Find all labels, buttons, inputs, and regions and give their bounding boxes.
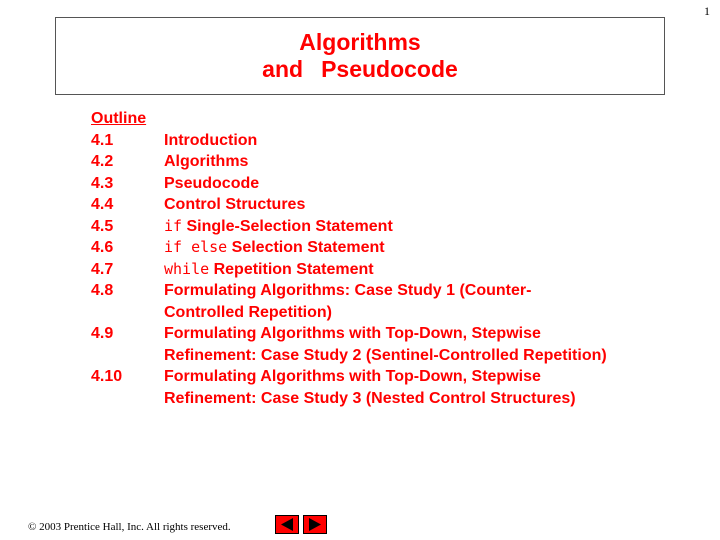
outline-item-number: 4.9: [91, 325, 114, 342]
outline-item-text: Introduction: [164, 131, 258, 149]
outline-item-number: 4.3: [91, 174, 114, 192]
slide-navigation: [275, 515, 327, 534]
outline-item-text: [164, 280, 691, 323]
outline-item-line-1: Formulating Algorithms with Top-Down, Stepwise: [164, 368, 541, 385]
title-line-1: Algorithms: [299, 29, 421, 55]
outline-item-text: Pseudocode: [164, 174, 260, 192]
page-number: 1: [704, 4, 710, 18]
outline-item-number: 4.2: [91, 153, 114, 170]
code-keyword: if: [164, 216, 183, 235]
outline-item-text: Algorithms: [164, 153, 249, 170]
outline-item-text: [164, 216, 691, 238]
outline-item: [91, 173, 691, 195]
outline-item: [91, 323, 691, 366]
title-word-pseudocode: Pseudocode: [321, 56, 458, 82]
outline: [91, 108, 691, 409]
outline-item: [91, 194, 691, 216]
outline-item: [91, 259, 691, 281]
outline-item-number: 4.8: [91, 282, 114, 299]
code-keyword: if else: [164, 238, 228, 256]
outline-item-line-2: Controlled Repetition): [164, 303, 332, 321]
outline-item-number: 4.5: [91, 217, 114, 235]
outline-item-text: Control Structures: [164, 196, 306, 213]
outline-item: [91, 130, 691, 152]
title-line-2: [56, 56, 664, 83]
title-word-and: and: [262, 56, 304, 82]
outline-item: [91, 237, 691, 259]
outline-item-label: Repetition Statement: [209, 260, 374, 278]
outline-item-line-1: Formulating Algorithms: Case Study 1 (Counter-: [164, 282, 532, 299]
previous-slide-button[interactable]: [275, 515, 299, 534]
outline-item-label: Single-Selection Statement: [182, 217, 393, 235]
outline-item: [91, 366, 691, 409]
outline-heading: Outline: [91, 110, 147, 127]
right-arrow-icon: [308, 518, 322, 531]
outline-item-number: 4.10: [91, 368, 123, 385]
outline-item-text: [164, 323, 691, 366]
outline-item-number: 4.6: [91, 239, 114, 256]
outline-item: [91, 216, 691, 238]
outline-item-number: 4.7: [91, 260, 114, 278]
code-keyword: while: [164, 259, 210, 278]
copyright-footer: © 2003 Prentice Hall, Inc. All rights reserved.: [28, 521, 231, 533]
left-arrow-icon: [280, 518, 294, 531]
outline-item-text: [164, 259, 691, 281]
outline-item: [91, 151, 691, 173]
outline-item-label: Selection Statement: [227, 239, 385, 256]
next-slide-button[interactable]: [303, 515, 327, 534]
outline-item: [91, 280, 691, 323]
outline-item-text: [164, 237, 691, 259]
outline-item-line-2: Refinement: Case Study 2 (Sentinel-Controlled Repetition): [164, 346, 607, 364]
outline-item-line-1: Formulating Algorithms with Top-Down, Stepwise: [164, 325, 541, 342]
outline-item-line-2: Refinement: Case Study 3 (Nested Control Structures): [164, 389, 576, 407]
outline-item-number: 4.1: [91, 131, 114, 149]
outline-item-text: [164, 366, 691, 409]
outline-item-number: 4.4: [91, 196, 114, 213]
title-box: [55, 17, 665, 95]
